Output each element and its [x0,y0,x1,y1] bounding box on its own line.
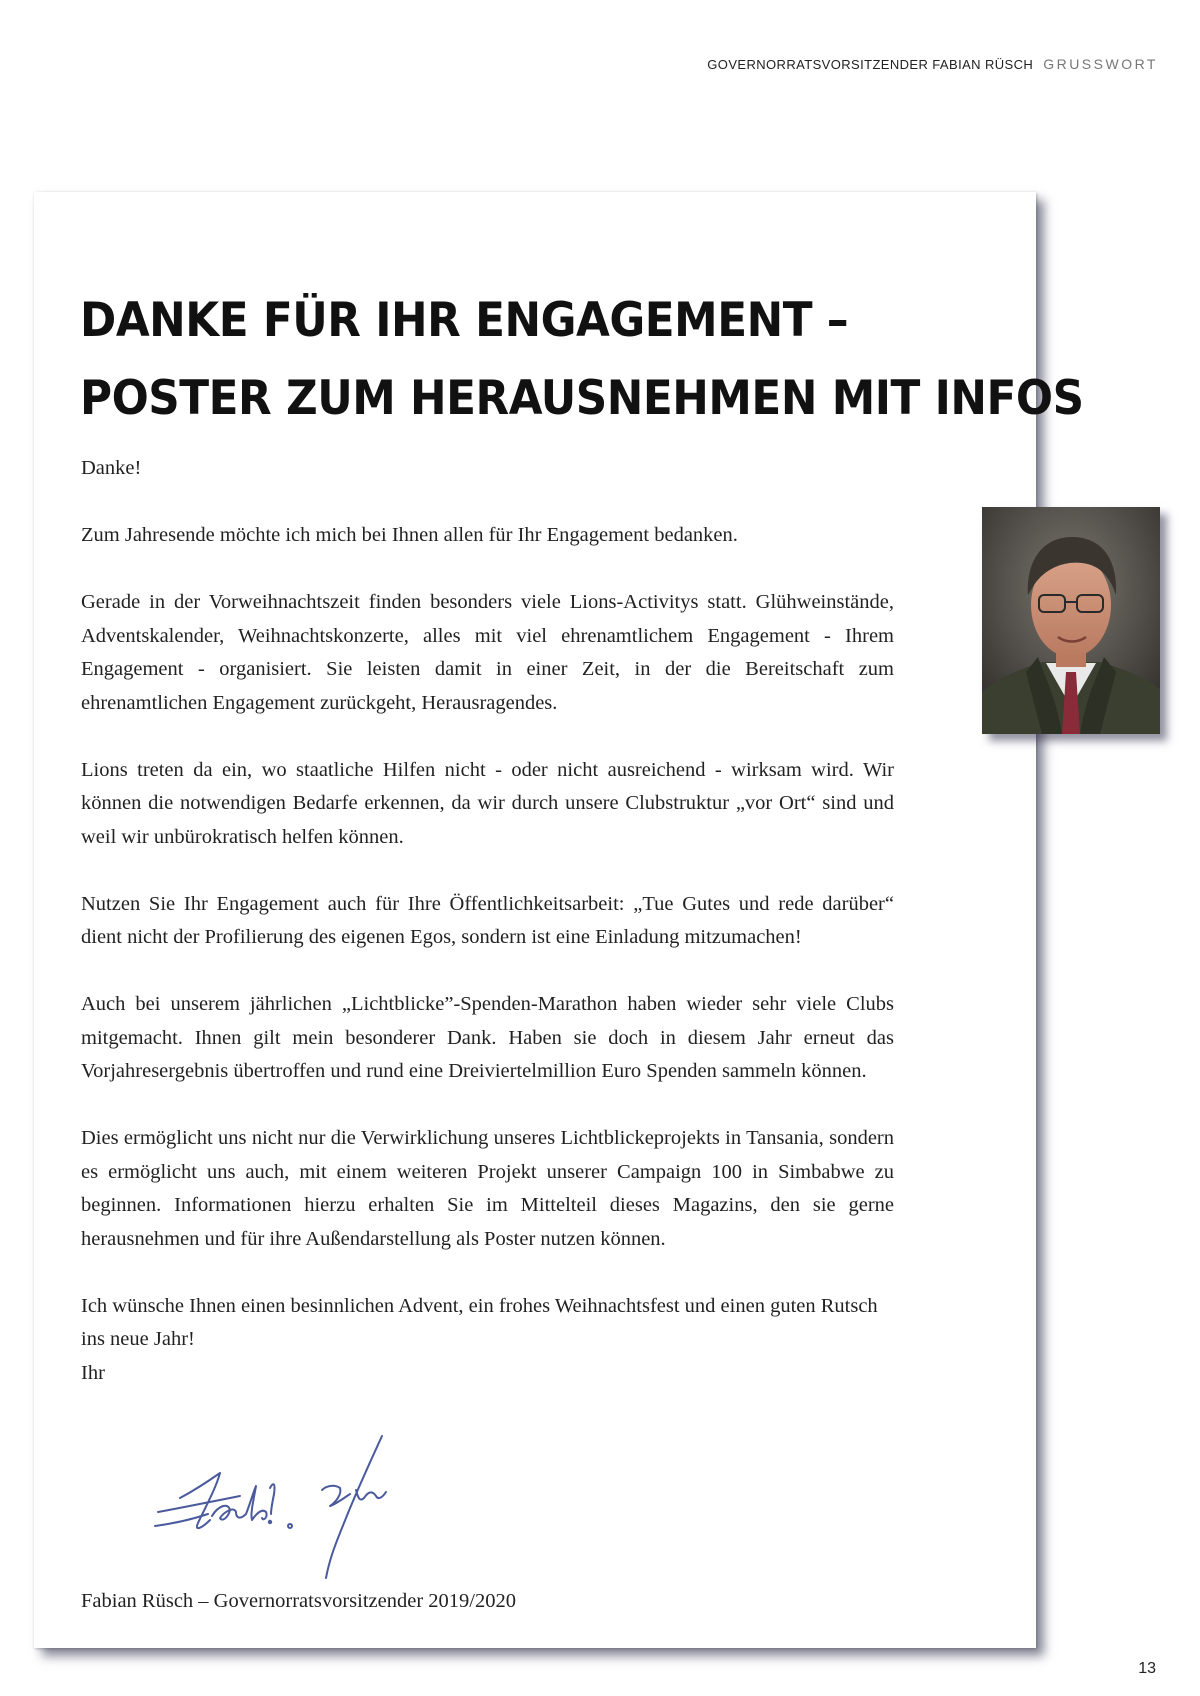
portrait-photo-icon [982,507,1160,734]
paragraph: Nutzen Sie Ihr Engagement auch für Ihre Öffentlichkeitsarbeit: „Tue Gutes und rede darüber“ dient nicht der Profilierung des eigenen Egos, sondern ist eine Einladung mitzumachen! [81,892,894,948]
letter-body [81,452,894,1390]
paragraph: Lions treten da ein, wo staatliche Hilfen nicht - oder nicht ausreichend - wirksam wird. Wir können die notwendigen Bedarfe erkennen, da wir durch unsere Clubstruktur „vor Ort“ sind und weil wir unbürokratisch helfen können. [81,758,894,848]
signature-name: Fabian Rüsch – Governorratsvorsitzender 2019/2020 [81,1590,516,1612]
title-line-1: DANKE FÜR IHR ENGAGEMENT – [80,293,849,348]
article-title [80,282,1084,438]
closing-word: Ihr [81,1361,105,1384]
paragraph: Gerade in der Vorweihnachtszeit finden besonders viele Lions-Activitys statt. Glühweinstände, Adventskalender, Weihnachtskonzerte, alles mit viel ehrenamtlichem Engagement - Ihrem Engagement - organisiert. Sie leisten damit in einer Zeit, in der die Bereitschaft zum ehrenamtlichen Engagement zurückgeht, Herausragendes. [81,591,894,714]
section-label: GRUSSWORT [1043,56,1158,72]
paragraph: Danke! [81,457,142,479]
running-header [707,56,1158,72]
paragraph: Zum Jahresende möchte ich mich bei Ihnen allen für Ihr Engagement bedanken. [81,524,738,546]
paragraph: Auch bei unserem jährlichen „Lichtblicke”-Spenden-Marathon haben wieder sehr viele Clubs mitgemacht. Ihnen gilt mein besonderer Dank. Haben sie doch in diesem Jahr erneut das Vorjahresergebnis übertroffen und rund eine Dreiviertelmillion Euro Spenden sammeln können. [81,993,894,1082]
handwritten-signature-icon [150,1428,430,1593]
running-title: GOVERNORRATSVORSITZENDER FABIAN RÜSCH [707,57,1034,72]
title-line-2: POSTER ZUM HERAUSNEHMEN MIT INFOS [80,371,1084,426]
page-number: 13 [1138,1660,1156,1677]
paragraph: Dies ermöglicht uns nicht nur die Verwirklichung unseres Lichtblickeprojekts in Tansania, sondern es ermöglicht uns auch, mit einem weiteren Projekt unserer Campaign 100 in Simbabwe zu beginnen. Informationen hierzu erhalten Sie im Mittelteil dieses Magazins, den sie gerne herausnehmen und für ihre Außendarstellung als Poster nutzen können. [81,1127,894,1250]
paragraph: Ich wünsche Ihnen einen besinnlichen Advent, ein frohes Weihnachtsfest und einen guten Rutsch ins neue Jahr! [81,1294,878,1350]
